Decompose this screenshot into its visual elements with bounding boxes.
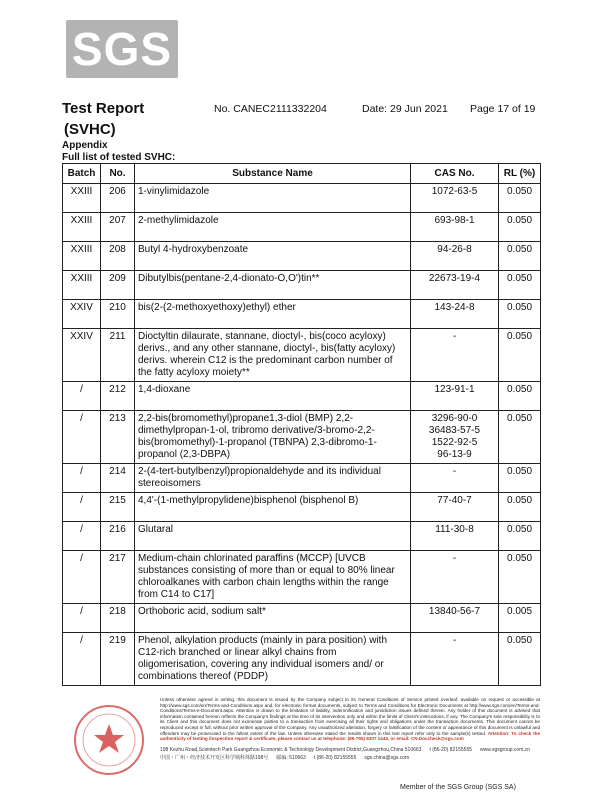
email-cn: sgs.china@sgs.com [364, 755, 410, 761]
cell-substance-name: 2-(4-tert-butylbenzyl)propionaldehyde and its individual stereoisomers [135, 464, 411, 493]
cell-substance-name: 1-vinylimidazole [135, 184, 411, 213]
cell-batch: XXIV [63, 329, 101, 382]
inspection-seal [64, 700, 154, 780]
table-row [63, 604, 541, 633]
cell-substance-name: 2-methylimidazole [135, 213, 411, 242]
cas-number: 36483-57-5 [428, 425, 481, 436]
table-row [63, 329, 541, 382]
cell-no: 216 [101, 522, 135, 551]
appendix-label: Appendix [62, 140, 108, 151]
header-cas-no: CAS No. [411, 164, 499, 184]
cell-no: 212 [101, 382, 135, 411]
cell-batch: / [63, 604, 101, 633]
cell-no: 211 [101, 329, 135, 382]
cell-substance-name: Phenol, alkylation products (mainly in para position) with C12-rich branched or linear alkyl chains from oligomerisation, covering any individual isomers and/ or combinations thereof (PDDP) [135, 633, 411, 686]
phone-en: t (86-20) 82155555 [429, 747, 473, 753]
report-number: No. CANEC2111332204 [214, 103, 327, 115]
table-row [63, 551, 541, 604]
page-number: Page 17 of 19 [470, 103, 536, 115]
table-row [63, 271, 541, 300]
cell-cas-no [411, 522, 499, 551]
cell-no: 208 [101, 242, 135, 271]
phone-cn: t (86-20) 82155555 [313, 755, 357, 761]
cas-number: 143-24-8 [434, 302, 475, 313]
cas-number: 111-30-8 [435, 524, 474, 535]
cell-rl: 0.050 [499, 271, 541, 300]
report-date: Date: 29 Jun 2021 [362, 103, 448, 115]
cell-cas-no [411, 493, 499, 522]
table-row [63, 300, 541, 329]
cell-no: 219 [101, 633, 135, 686]
cell-batch: XXIII [63, 213, 101, 242]
cell-cas-no [411, 411, 499, 464]
cell-batch: XXIV [63, 300, 101, 329]
cell-batch: / [63, 411, 101, 464]
cell-rl: 0.050 [499, 382, 541, 411]
cell-substance-name: Dibutylbis(pentane-2,4-dionato-O,O')tin** [135, 271, 411, 300]
cell-rl: 0.050 [499, 411, 541, 464]
table-row [63, 242, 541, 271]
cell-batch: / [63, 493, 101, 522]
cell-rl: 0.050 [499, 184, 541, 213]
cas-number: 1522-92-5 [431, 437, 478, 448]
table-row [63, 213, 541, 242]
cell-cas-no [411, 300, 499, 329]
cell-batch: / [63, 464, 101, 493]
cell-substance-name: Butyl 4-hydroxybenzoate [135, 242, 411, 271]
cell-substance-name: Glutaral [135, 522, 411, 551]
cas-number: 3296-90-0 [431, 413, 478, 424]
cell-no: 217 [101, 551, 135, 604]
cell-cas-no [411, 464, 499, 493]
cell-rl: 0.050 [499, 464, 541, 493]
sgs-logo: SGS [66, 20, 178, 78]
footer-contact [64, 746, 544, 762]
cell-cas-no [411, 242, 499, 271]
cell-substance-name: Dioctyltin dilaurate, stannane, dioctyl-, bis(coco acyloxy) derivs., and any other stannane, dioctyl-, bis(fatty acyloxy) derivs. wherein C12 is the predominant carbon number of the fatty acyloxy moiety** [135, 329, 411, 382]
cell-no: 207 [101, 213, 135, 242]
cell-rl: 0.050 [499, 551, 541, 604]
address-cn: 中国・广州・经济技术开发区科学城科珠路198号 [160, 755, 269, 761]
cas-number: 13840-56-7 [428, 606, 481, 617]
cell-rl: 0.050 [499, 300, 541, 329]
cell-rl: 0.050 [499, 493, 541, 522]
cell-batch: XXIII [63, 184, 101, 213]
address-en: 198 Kezhu Road,Scientech Park Guangzhou Economic & Technology Development District,Guangzhou,China 510663 [160, 747, 422, 753]
cell-no: 210 [101, 300, 135, 329]
cas-number: 123-91-1 [434, 384, 475, 395]
attention-text: Attention: To check the authenticity of testing /inspection report & certificate, please contact us at telephone: (86-755) 8307 1443, or email: CN.Doccheck@sgs.com [160, 730, 541, 742]
cas-number: - [452, 635, 457, 646]
report-subtitle: (SVHC) [64, 121, 116, 138]
cell-no: 218 [101, 604, 135, 633]
cell-cas-no [411, 329, 499, 382]
postcode-cn: 邮编: 510663 [276, 755, 306, 761]
header-rl: RL (%) [499, 164, 541, 184]
table-row [63, 184, 541, 213]
cell-substance-name: 4,4'-(1-methylpropylidene)bisphenol (bisphenol B) [135, 493, 411, 522]
cell-no: 209 [101, 271, 135, 300]
cell-substance-name: bis(2-(2-methoxyethoxy)ethyl) ether [135, 300, 411, 329]
header-no: No. [101, 164, 135, 184]
cell-batch: XXIII [63, 271, 101, 300]
cas-number: 22673-19-4 [428, 273, 481, 284]
cell-cas-no [411, 382, 499, 411]
cell-cas-no [411, 604, 499, 633]
cas-number: 693-98-1 [434, 215, 475, 226]
cell-cas-no [411, 551, 499, 604]
disclaimer-block [160, 697, 540, 742]
full-list-label: Full list of tested SVHC: [62, 152, 176, 163]
svhc-table [62, 163, 541, 686]
cell-batch: XXIII [63, 242, 101, 271]
cas-number: - [452, 553, 457, 564]
header-substance-name: Substance Name [135, 164, 411, 184]
cell-substance-name: 1,4-dioxane [135, 382, 411, 411]
cell-rl: 0.050 [499, 213, 541, 242]
cell-substance-name: 2,2-bis(bromomethyl)propane1,3-diol (BMP) 2,2-dimethylpropan-1-ol, tribromo derivative/3-bromo-2,2-bis(bromomethyl)-1-propanol (TBNPA) 2,3-dibromo-1-propanol (2,3-DBPA) [135, 411, 411, 464]
table-header-row [63, 164, 541, 184]
cas-number: - [452, 466, 457, 477]
cell-substance-name: Medium-chain chlorinated paraffins (MCCP) [UVCB substances consisting of more than or equal to 80% linear chloroalkanes with carbon chain lengths within the range from C14 to C17] [135, 551, 411, 604]
member-line: Member of the SGS Group (SGS SA) [400, 784, 516, 791]
table-row [63, 464, 541, 493]
cas-number: 77-40-7 [437, 495, 472, 506]
cell-batch: / [63, 633, 101, 686]
cell-batch: / [63, 382, 101, 411]
cell-no: 215 [101, 493, 135, 522]
cell-batch: / [63, 522, 101, 551]
table-row [63, 493, 541, 522]
cell-batch: / [63, 551, 101, 604]
cell-cas-no [411, 184, 499, 213]
cell-rl: 0.005 [499, 604, 541, 633]
cas-number: - [452, 331, 457, 342]
header-batch: Batch [63, 164, 101, 184]
cas-number: 96-13-9 [437, 449, 472, 460]
cell-cas-no [411, 271, 499, 300]
cell-cas-no [411, 633, 499, 686]
report-title: Test Report [62, 100, 145, 117]
report-header [62, 100, 540, 138]
table-row [63, 411, 541, 464]
cell-rl: 0.050 [499, 522, 541, 551]
table-row [63, 522, 541, 551]
cell-no: 214 [101, 464, 135, 493]
table-row [63, 633, 541, 686]
cell-rl: 0.050 [499, 329, 541, 382]
cell-no: 213 [101, 411, 135, 464]
cell-rl: 0.050 [499, 633, 541, 686]
disclaimer-text: Unless otherwise agreed in writing, this document is issued by the Company subject to its General Conditions of Service printed overleaf, available on request or accessible at http://www.sgs.com/en/Terms-and-Conditions.aspx and, for electronic format documents, subject to Terms and Conditions for Electronic Documents at http://www.sgs.com/en/Terms-and-Conditions/Terms-e-Document.aspx. Attention is drawn to the limitation of liability, indemnification and jurisdiction issues defined therein. Any holder of this document is advised that information contained hereon reflects the Company's findings at the time of its intervention only and within the limits of Client's instructions, if any. The Company's sole responsibility is to its Client and this document does not exonerate parties to a transaction from exercising all their rights and obligations under the transaction documents. This document cannot be reproduced except in full, without prior written approval of the Company. Any unauthorized alteration, forgery or falsification of the content or appearance of this document is unlawful and offenders may be prosecuted to the fullest extent of the law. Unless otherwise stated the results shown in this test report refer only to the sample(s) tested. [160, 697, 540, 736]
cell-no: 206 [101, 184, 135, 213]
table-row [63, 382, 541, 411]
cell-cas-no [411, 213, 499, 242]
cas-number: 1072-63-5 [431, 186, 478, 197]
web-en: www.sgsgroup.com.cn [480, 747, 531, 753]
cell-substance-name: Orthoboric acid, sodium salt* [135, 604, 411, 633]
cell-rl: 0.050 [499, 242, 541, 271]
cas-number: 94-26-8 [437, 244, 472, 255]
